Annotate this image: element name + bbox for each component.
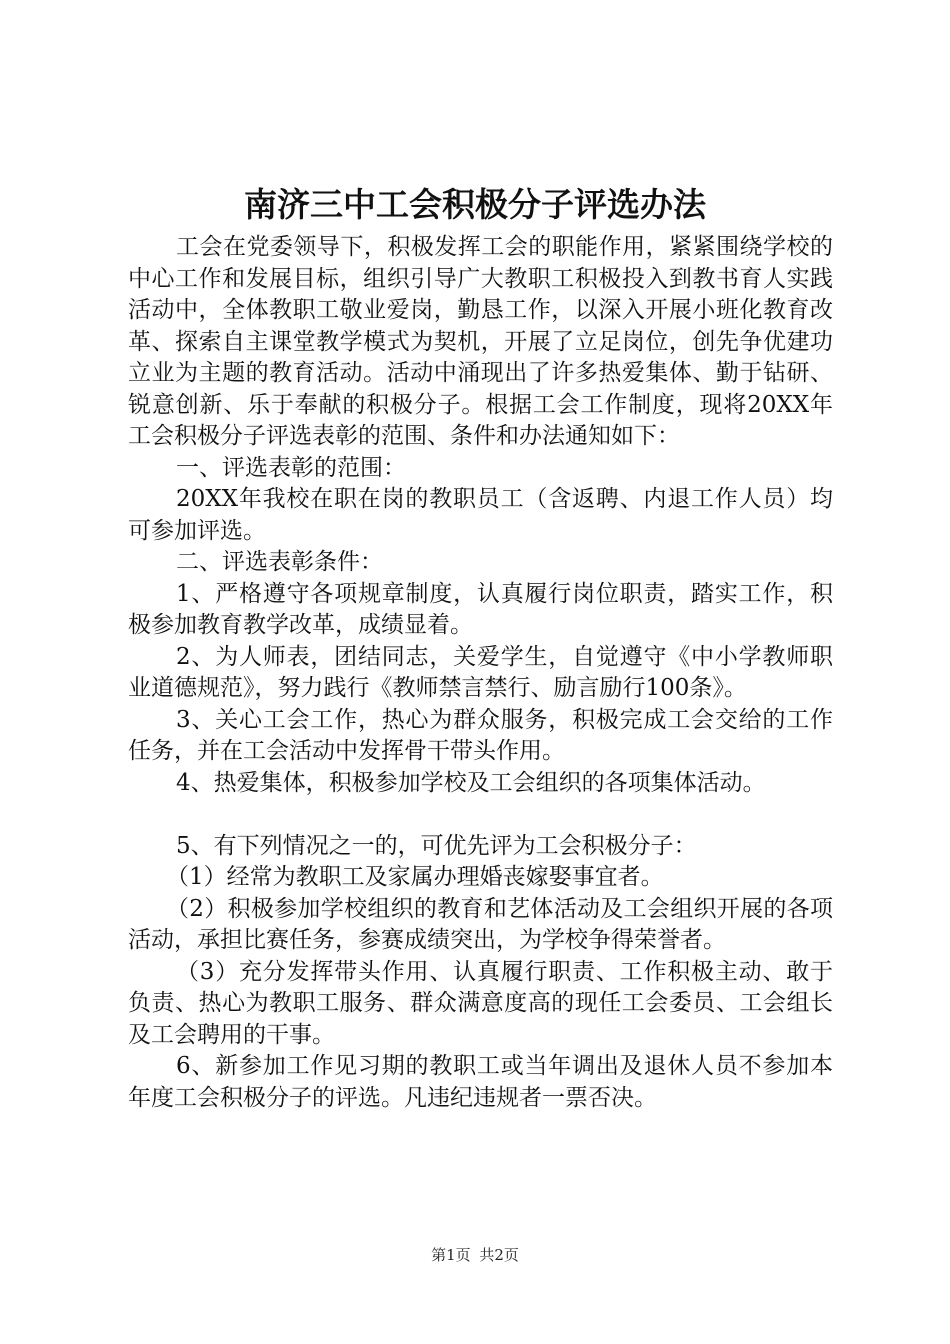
page-number: 第1页 xyxy=(431,1246,471,1264)
section-heading-conditions: 二、评选表彰条件： xyxy=(176,549,383,575)
condition-item-1: 1、严格遵守各项规章制度，认真履行岗位职责，踏实工作，积极参加教育教学改革，成绩显着。 xyxy=(128,580,833,638)
document-title: 南济三中工会积极分子评选办法 xyxy=(244,185,706,224)
condition-item-4: 4、热爱集体，积极参加学校及工会组织的各项集体活动。 xyxy=(176,769,766,796)
section-heading-scope: 一、评选表彰的范围： xyxy=(176,454,406,481)
page-footer xyxy=(0,1245,950,1265)
condition-item-3: 3、关心工会工作，热心为群众服务，积极完成工会交给的工作任务，并在工会活动中发挥骨干带头作用。 xyxy=(128,706,833,764)
intro-paragraph: 工会在党委领导下，积极发挥工会的职能作用，紧紧围绕学校的中心工作和发展目标，组织引导广大教职工积极投入到教书育人实践活动中，全体教职工敬业爱岗，勤恳工作，以深入开展小班化教育改革、探索自主课堂教学模式为契机，开展了立足岗位，创先争优建功立业为主题的教育活动。活动中涌现出了许多热爱集体、勤于钻研、锐意创新、乐于奉献的积极分子。根据工会工作制度，现将20XX年工会积极分子评选表彰的范围、条件和办法通知如下： xyxy=(128,234,833,449)
document-body xyxy=(128,232,833,1114)
page-total: 共2页 xyxy=(479,1246,519,1264)
sub-item-1: （1）经常为教职工及家属办理婚丧嫁娶事宜者。 xyxy=(166,864,664,890)
sub-item-3: （3）充分发挥带头作用、认真履行职责、工作积极主动、敢于负责、热心为教职工服务、群众满意度高的现任工会委员、工会组长及工会聘用的干事。 xyxy=(128,958,833,1048)
scope-paragraph: 20XX年我校在职在岗的教职员工（含返聘、内退工作人员）均可参加评选。 xyxy=(128,486,833,544)
condition-item-2: 2、为人师表，团结同志，关爱学生，自觉遵守《中小学教师职业道德规范》，努力践行《教师禁言禁行、励言励行100条》。 xyxy=(128,643,833,701)
condition-item-6: 6、新参加工作见习期的教职工或当年调出及退休人员不参加本年度工会积极分子的评选。凡违纪违规者一票否决。 xyxy=(128,1053,833,1111)
paragraph-gap xyxy=(128,799,833,831)
sub-item-2: （2）积极参加学校组织的教育和艺体活动及工会组织开展的各项活动，承担比赛任务，参赛成绩突出，为学校争得荣誉者。 xyxy=(128,895,833,953)
condition-item-5: 5、有下列情况之一的，可优先评为工会积极分子： xyxy=(176,832,697,859)
